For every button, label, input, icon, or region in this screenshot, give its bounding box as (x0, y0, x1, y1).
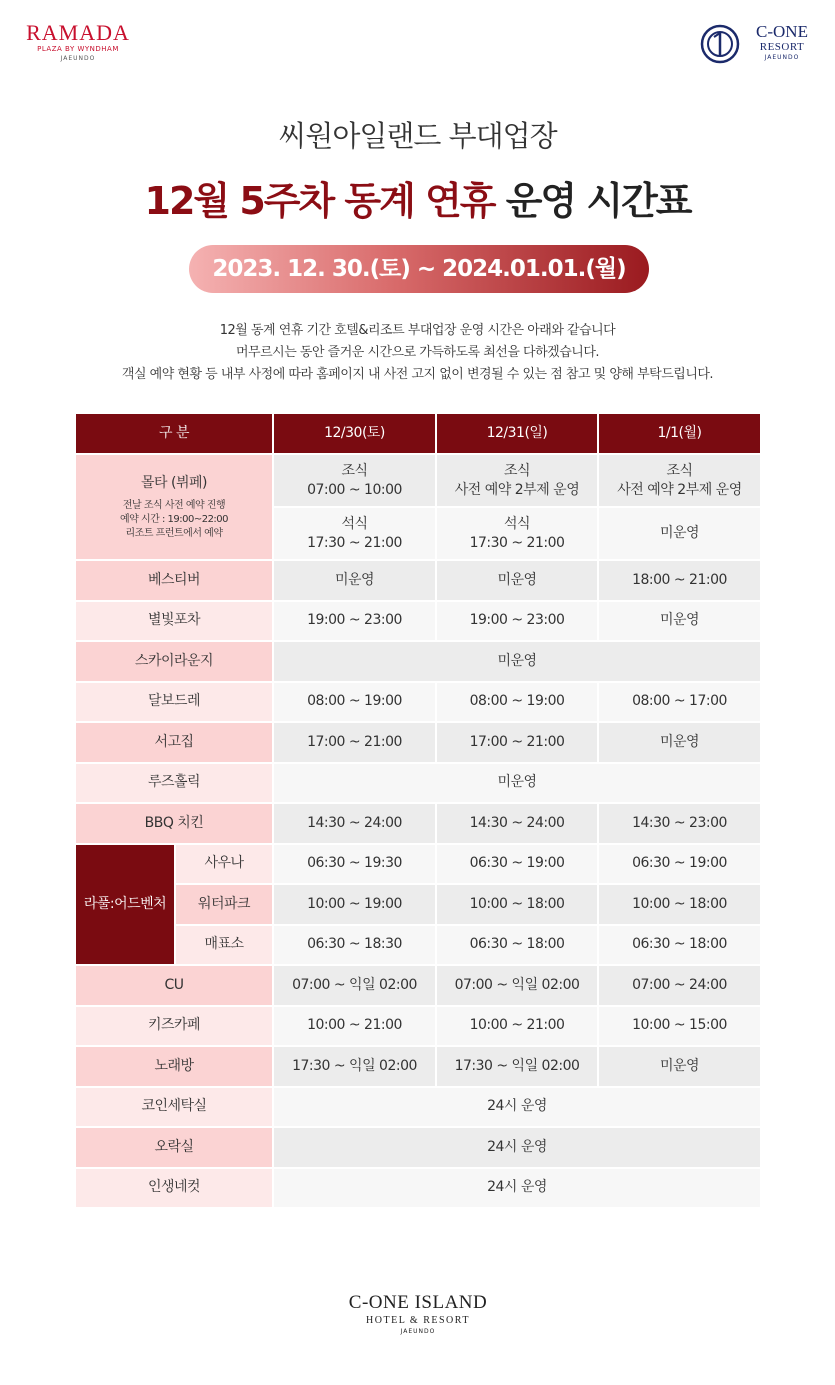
time-cell: 06:30 ~ 18:30 (274, 926, 435, 965)
page-subtitle: 씨원아일랜드 부대업장 (278, 119, 557, 153)
reservation-note-line: 예약 시간 : 19:00~22:00 (119, 513, 229, 525)
merged-cell: 미운영 (274, 764, 760, 803)
time-cell: 10:00 ~ 19:00 (274, 885, 435, 924)
row-label: 루즈홀릭 (76, 764, 272, 803)
time-cell: 08:00 ~ 17:00 (599, 683, 760, 722)
merged-cell: 24시 운영 (274, 1088, 760, 1127)
time-cell: 06:30 ~ 19:30 (274, 845, 435, 884)
ramada-logo-sub: PLAZA BY WYNDHAM (37, 45, 119, 53)
cone-emblem-icon (700, 24, 740, 64)
cone-resort-logo (700, 22, 820, 66)
reservation-note (120, 499, 228, 541)
time-cell: 06:30 ~ 18:00 (437, 926, 597, 965)
cone-logo-sub: RESORT (759, 41, 805, 53)
merged-cell: 24시 운영 (274, 1128, 760, 1167)
time-cell: 미운영 (599, 723, 760, 762)
time-cell: 08:00 ~ 19:00 (274, 683, 435, 722)
row-label: 달보드레 (76, 683, 272, 722)
breakfast-cell: 조식 사전 예약 2부제 운영 (437, 455, 597, 506)
row-label: 코인세탁실 (76, 1088, 272, 1127)
dinner-cell: 석식 17:30 ~ 21:00 (437, 508, 597, 559)
reservation-note-line: 전날 조식 사전 예약 진행 (122, 499, 226, 511)
page-title (0, 170, 835, 225)
table-header-cell: 1/1(월) (599, 414, 760, 453)
time-cell: 14:30 ~ 24:00 (274, 804, 435, 843)
footer-logo-location: JAEUNDO (400, 1328, 436, 1335)
time-cell: 10:00 ~ 21:00 (437, 1007, 597, 1046)
time-cell: 06:30 ~ 19:00 (437, 845, 597, 884)
row-label-text: 몰타 (뷔페) (141, 474, 207, 491)
ramada-logo (22, 22, 134, 63)
dinner-cell: 미운영 (599, 508, 760, 559)
time-cell: 10:00 ~ 15:00 (599, 1007, 760, 1046)
cone-logo-name: C-ONE (756, 22, 808, 41)
time-cell: 10:00 ~ 21:00 (274, 1007, 435, 1046)
time-cell: 06:30 ~ 18:00 (599, 926, 760, 965)
time-cell: 10:00 ~ 18:00 (599, 885, 760, 924)
table-header-cell: 구 분 (76, 414, 272, 453)
time-cell: 14:30 ~ 24:00 (437, 804, 597, 843)
time-cell: 08:00 ~ 19:00 (437, 683, 597, 722)
table-header-cell: 12/30(토) (274, 414, 435, 453)
sub-row-label: 매표소 (176, 926, 272, 965)
time-cell: 미운영 (274, 561, 435, 600)
reservation-note-line: 리조트 프런트에서 예약 (125, 527, 223, 539)
time-cell: 07:00 ~ 24:00 (599, 966, 760, 1005)
breakfast-cell: 조식 07:00 ~ 10:00 (274, 455, 435, 506)
time-cell: 19:00 ~ 23:00 (437, 602, 597, 641)
intro-line: 12월 동계 연휴 기간 호텔&리조트 부대업장 운영 시간은 아래와 같습니다 (219, 323, 616, 338)
time-cell: 07:00 ~ 익일 02:00 (437, 966, 597, 1005)
time-cell: 06:30 ~ 19:00 (599, 845, 760, 884)
merged-cell: 24시 운영 (274, 1169, 760, 1208)
group-label: 라풀:어드벤처 (76, 845, 174, 965)
footer-logo-name: C-ONE ISLAND (348, 1292, 488, 1313)
time-cell: 18:00 ~ 21:00 (599, 561, 760, 600)
time-cell: 19:00 ~ 23:00 (274, 602, 435, 641)
row-label: 서고집 (76, 723, 272, 762)
intro-line: 머무르시는 동안 즐거운 시간으로 가득하도록 최선을 다하겠습니다. (235, 345, 600, 360)
row-label: 노래방 (76, 1047, 272, 1086)
breakfast-cell: 조식 사전 예약 2부제 운영 (599, 455, 760, 506)
time-cell: 10:00 ~ 18:00 (437, 885, 597, 924)
time-cell: 미운영 (599, 1047, 760, 1086)
time-cell: 17:00 ~ 21:00 (437, 723, 597, 762)
time-cell: 17:30 ~ 익일 02:00 (437, 1047, 597, 1086)
cone-island-logo (318, 1292, 518, 1337)
intro-line: 객실 예약 현황 등 내부 사정에 따라 홈페이지 내 사전 고지 없이 변경될 수 있는 점 참고 및 양해 부탁드립니다. (121, 367, 714, 382)
row-label-molta (76, 455, 272, 559)
page-title-rest: 운영 시간표 (494, 179, 691, 223)
schedule-table (76, 414, 760, 1205)
footer-logo-sub: HOTEL & RESORT (366, 1315, 470, 1326)
row-label: 별빛포차 (76, 602, 272, 641)
time-cell: 17:00 ~ 21:00 (274, 723, 435, 762)
cone-logo-location: JAEUNDO (764, 54, 800, 61)
sub-row-label: 사우나 (176, 845, 272, 884)
ramada-logo-location: JAEUNDO (60, 55, 96, 62)
time-cell: 미운영 (437, 561, 597, 600)
row-label: BBQ 치킨 (76, 804, 272, 843)
date-range-badge: 2023. 12. 30.(토) ~ 2024.01.01.(월) (189, 245, 649, 293)
merged-cell: 미운영 (274, 642, 760, 681)
intro-text (0, 320, 835, 386)
table-header-cell: 12/31(일) (437, 414, 597, 453)
row-label: CU (76, 966, 272, 1005)
time-cell: 17:30 ~ 익일 02:00 (274, 1047, 435, 1086)
dinner-cell: 석식 17:30 ~ 21:00 (274, 508, 435, 559)
row-label: 인생네컷 (76, 1169, 272, 1208)
time-cell: 미운영 (599, 602, 760, 641)
page-title-highlight: 12월 5주차 동계 연휴 (144, 179, 495, 223)
time-cell: 07:00 ~ 익일 02:00 (274, 966, 435, 1005)
row-label: 스카이라운지 (76, 642, 272, 681)
time-cell: 14:30 ~ 23:00 (599, 804, 760, 843)
sub-row-label: 워터파크 (176, 885, 272, 924)
row-label: 베스티버 (76, 561, 272, 600)
ramada-logo-name: RAMADA (26, 20, 130, 45)
row-label: 오락실 (76, 1128, 272, 1167)
row-label: 키즈카페 (76, 1007, 272, 1046)
